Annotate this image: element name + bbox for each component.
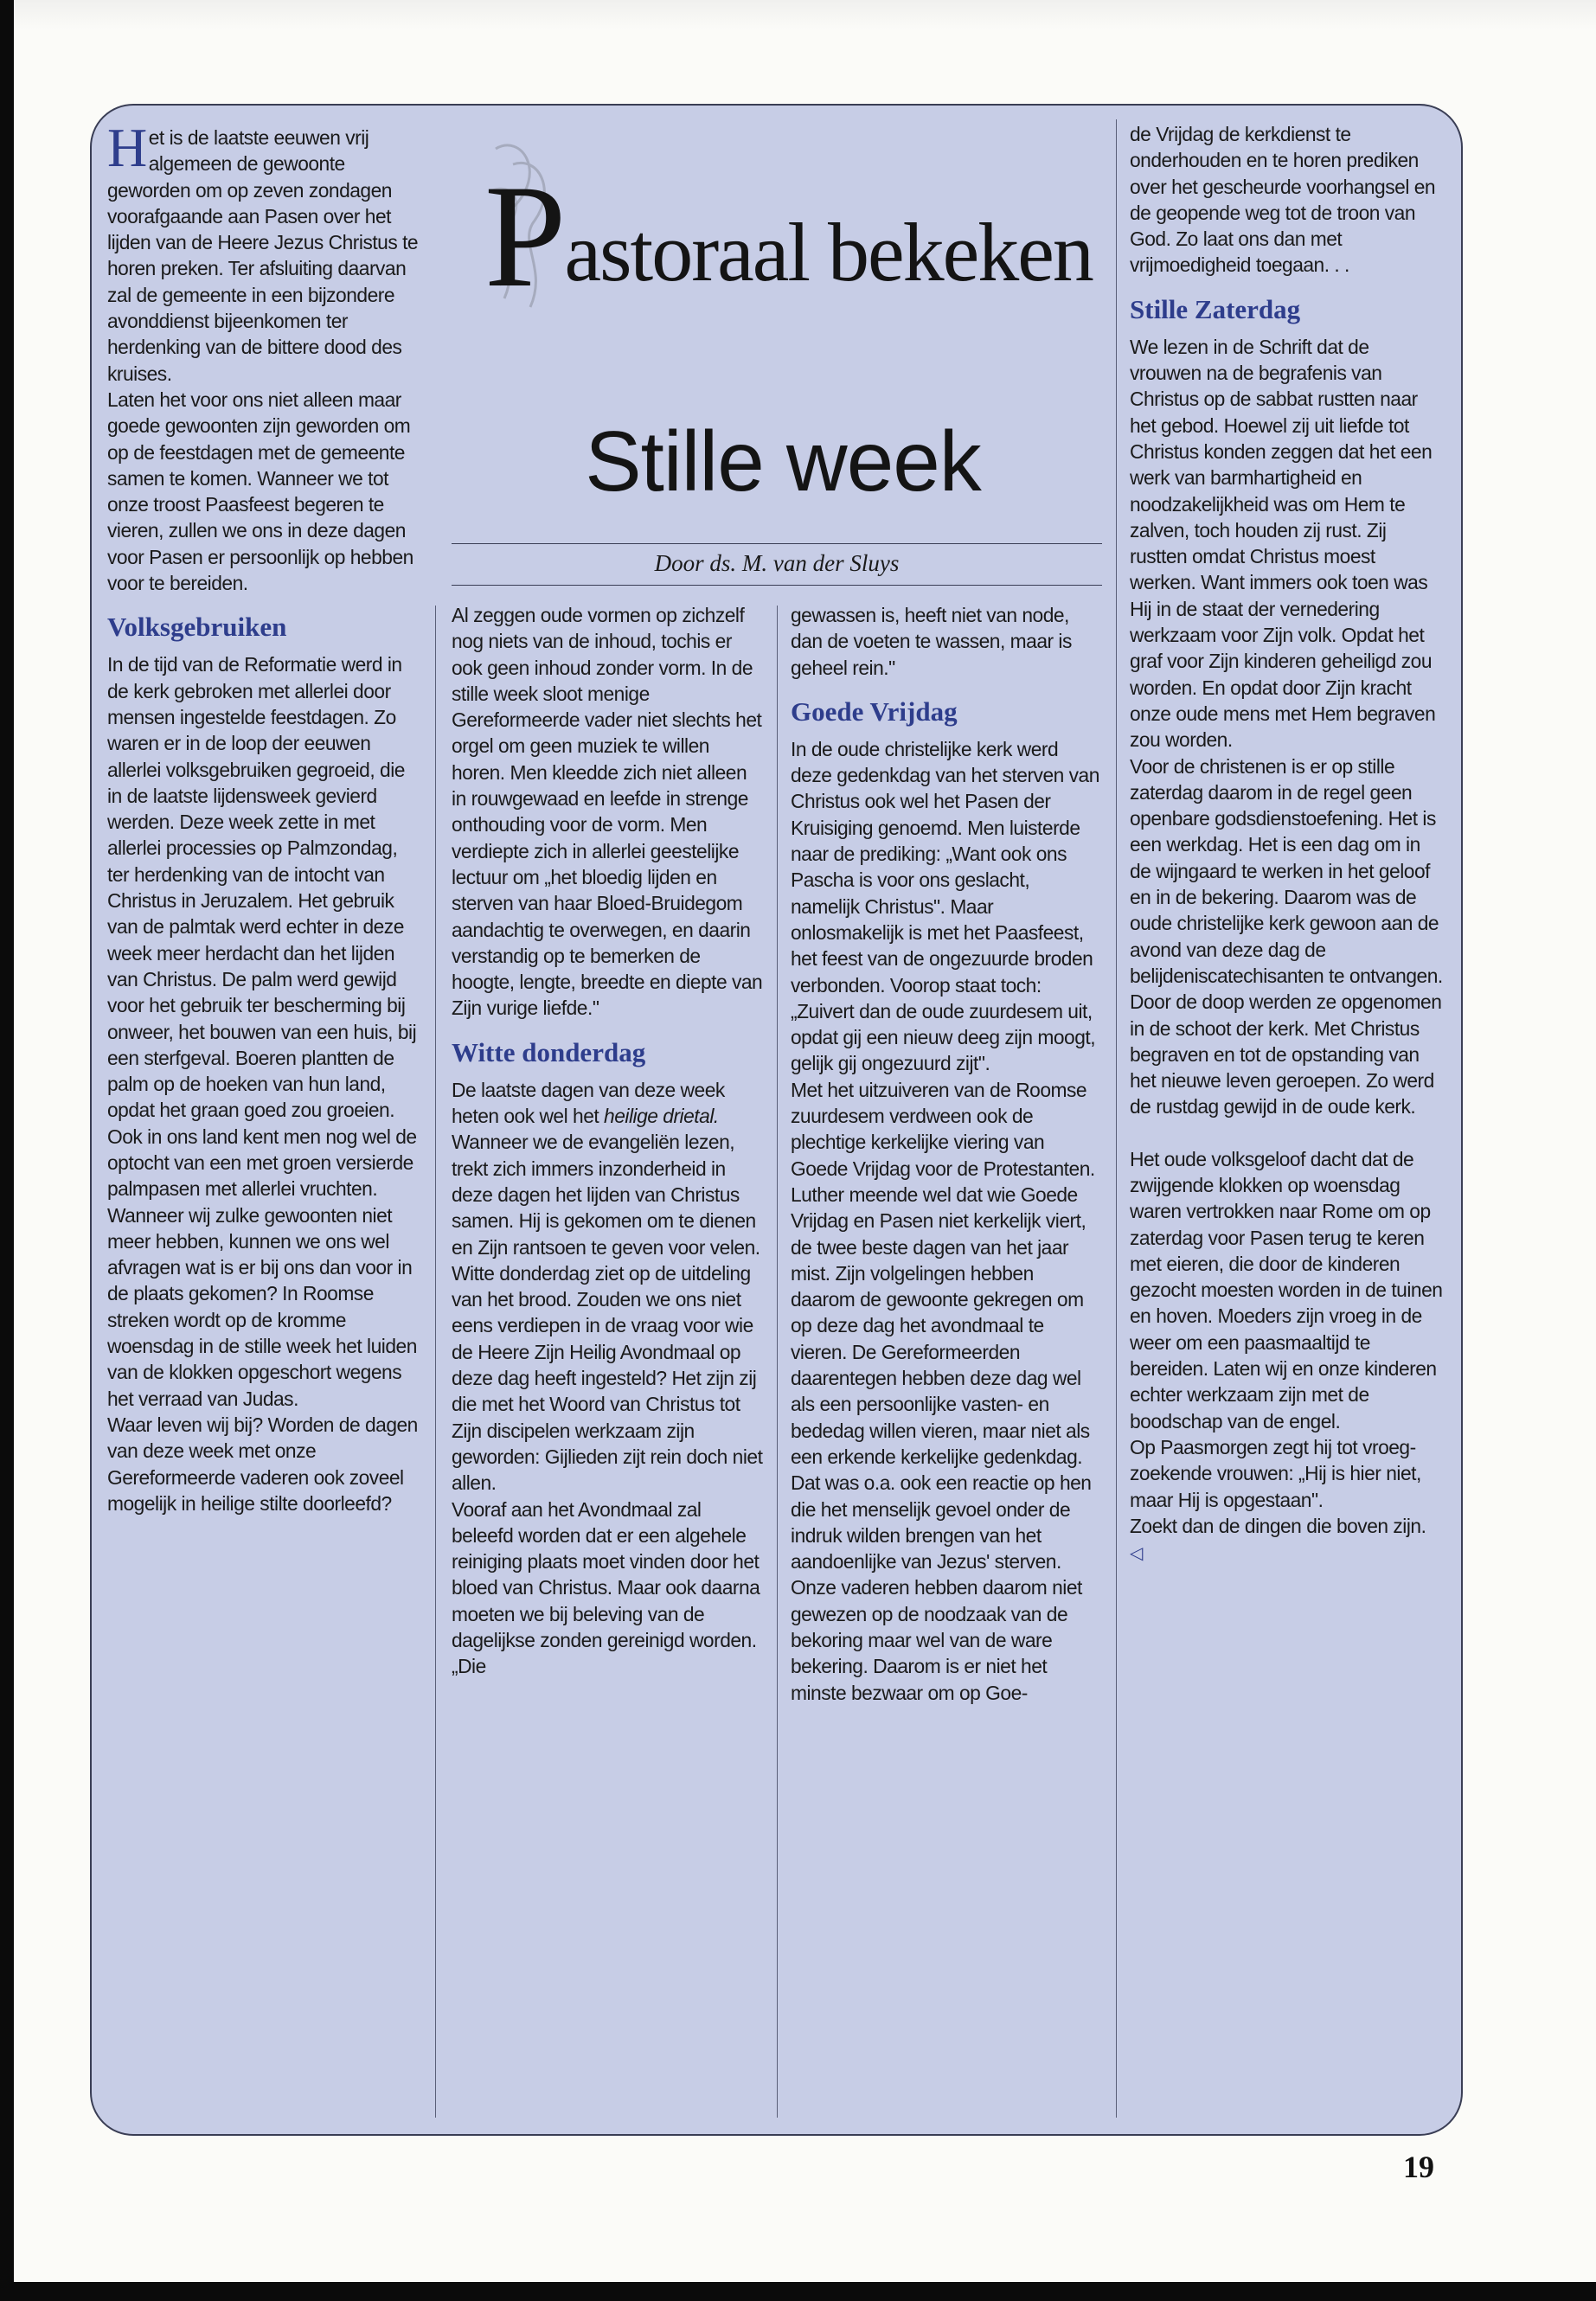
page-number: 19 bbox=[1403, 2150, 1434, 2184]
paragraph: Waar leven wij bij? Worden de dagen van deze week met onze Gereformeerde vaderen ook zoveel mogelijk in heilige stilte doorleefd? bbox=[107, 1413, 418, 1515]
scan-top-edge bbox=[0, 0, 1596, 29]
paragraph bbox=[1130, 1513, 1443, 1567]
paragraph: Wanneer we de evangeliën lezen, trekt zich immers inzonderheid in deze dagen het lijden van Christus samen. Hij is gekomen om te dienen en Zijn rantsoen te geven voor velen. Witte donderdag ziet op de uitdeling van het brood. Zouden we ons niet eens verdiepen in de vraag voor wie de Heere Zijn Heilig Avondmaal op deze dag heeft ingesteld? Het zijn zij die met het Woord van Christus tot Zijn discipelen werkzaam zijn geworden: Gijlieden zijt rein doch niet allen. bbox=[452, 1131, 763, 1495]
section-heading-volksgebruiken: Volksgebruiken bbox=[107, 612, 287, 643]
title-dropcap: P bbox=[484, 155, 565, 317]
paragraph: We lezen in de Schrift dat de vrouwen na de begrafenis van Christus op de sabbat rustten naar het gebod. Hoewel zij uit liefde tot Christus konden zeggen dat het een werk van barmhartigheid en noodzakelijkheid was om Hem te zalven, toch houden zij rust. Zij rustten omdat Christus moest werken. Want immers ook toen was Hij in de staat der vernedering werkzaam voor Zijn volk. Opdat het graf voor Zijn kinderen geheiligd zou worden. En opdat door Zijn kracht onze oude mens met Hem begraven zou worden. bbox=[1130, 335, 1436, 752]
byline: Door ds. M. van der Sluys bbox=[654, 550, 900, 576]
paragraph-text: De laatste dagen van deze week heten ook wel het bbox=[452, 1078, 725, 1128]
end-of-article-icon: ◁ bbox=[1130, 1544, 1143, 1564]
byline-rule-bottom bbox=[452, 585, 1102, 586]
paragraph: Het oude volksgeloof dacht dat de zwijgende klokken op woensdag waren vertrokken naar Rome om op zaterdag voor Pasen terug te keren met eieren, die door de kinderen gezocht moesten worden in de tuinen en hoven. Moeders zijn vroeg in de weer om een paasmaaltijd te bereiden. Laten wij en onze kinderen echter werkzaam zijn met de boodschap van de engel. bbox=[1130, 1147, 1443, 1433]
intro-paragraph bbox=[107, 117, 419, 387]
column-divider-1 bbox=[435, 606, 436, 2118]
byline-rule-top bbox=[452, 543, 1102, 544]
paragraph-gap bbox=[1130, 1120, 1443, 1146]
paragraph: In de oude christelijke kerk werd deze gedenkdag van het sterven van Christus ook wel het Pasen der Kruisiging genoemd. Men luisterde naar de prediking: „Want ook ons Pascha is voor ons geslacht, namelijk Christus". Maar onlosmakelijk is met het Paasfeest, het feest van de ongezuurde broden verbonden. Voorop staat toch: „Zuivert dan de oude zuurdesem uit, opdat gij een nieuw deeg zijn moogt, gelijk gij ongezuurd zijt". bbox=[791, 737, 1099, 1075]
column-divider-2 bbox=[777, 606, 778, 2118]
paragraph: Al zeggen oude vormen op zichzelf nog niets van de inhoud, tochis er ook geen inhoud zonder vorm. In de stille week sloot menige Gereformeerde vader niet slechts het orgel om geen muziek te willen horen. Men kleedde zich niet alleen in rouwgewaad en leefde in strenge onthouding voor de vorm. Men verdiepte zich in allerlei geestelijke lectuur om „het bloedig lijden en sterven van haar Bloed-Bruidegom aandachtig te overwegen, en daarin verstandig op te bemerken de hoogte, lengte, breedte en diepte van Zijn vurige liefde." bbox=[452, 604, 763, 1020]
section-heading-witte-donderdag: Witte donderdag bbox=[452, 1036, 646, 1067]
paragraph bbox=[452, 1077, 763, 1130]
title-rest: astoraal bekeken bbox=[564, 206, 1093, 298]
paragraph: Onze vaderen hebben daarom niet gewezen op de noodzaak van de bekoring maar wel van de ware bekering. Daarom is er niet het minste bezwaar om op Goe- bbox=[791, 1576, 1082, 1704]
article-subtitle: Stille week bbox=[585, 413, 981, 509]
paragraph: Vooraf aan het Avondmaal zal beleefd worden dat er een algehele reiniging plaats moet vinden door het bloed van Christus. Maar ook daarna moeten we bij beleving van de dagelijkse zonden gereinigd worden. „Die bbox=[452, 1497, 760, 1678]
intro-initial: H bbox=[107, 117, 147, 178]
column-title bbox=[484, 155, 1093, 317]
paragraph: Voor de christenen is er op stille zaterdag daarom in de regel geen openbare godsdienstoefening. Het is een werkdag. Het is een dag om in de wijngaard te werken in het geloof en in de bekering. Daarom was de oude christelijke kerk gewoon aan de avond van deze dag de belijdeniscatechisanten te ontvangen. Door de doop werden ze opgenomen in de schoot der kerk. Met Christus begraven en tot de opstanding van het nieuwe leven geroepen. Zo werd de rustdag gewijd in de oude kerk. bbox=[1130, 754, 1443, 1118]
scan-bottom-edge bbox=[0, 2282, 1596, 2301]
paragraph: de Vrijdag de kerkdienst te onderhouden en te horen prediken over het gescheurde voorhangsel en de geopende weg tot de troon van God. Zo laat ons dan met vrijmoedigheid toegaan. . . bbox=[1130, 123, 1436, 277]
paragraph: In de tijd van de Reformatie werd in de kerk gebroken met allerlei door mensen ingestelde feestdagen. Zo waren er in de loop der eeuwen allerlei volksgebruiken gegroeid, die in de laatste lijdensweek gevierd werden. Deze week zette in met allerlei processies op Palmzondag, ter herdenking van de intocht van Christus in Jeruzalem. Het gebruik van de palmtak werd echter in deze week meer herdacht dan het lijden van Christus. De palm werd gewijd voor het gebruik ter bescherming bij onweer, het bouwen van een huis, bij een sterfgeval. Boeren plantten de palm op de hoeken van hun land, opdat het graan goed zou groeien. bbox=[107, 653, 417, 1122]
text-column-2 bbox=[452, 602, 763, 1680]
column-divider-3 bbox=[1116, 119, 1117, 2118]
paragraph: Ook in ons land kent men nog wel de optocht van een met groen versierde palmpasen met allerlei vruchten. Wanneer wij zulke gewoonten niet meer hebben, kunnen we ons wel afvragen wat is er bij ons dan voor in de plaats gekomen? In Roomse streken wordt op de kromme woensdag in de stille week het luiden van de klokken opgeschort wegens het verraad van Judas. bbox=[107, 1125, 417, 1410]
intro-text: et is de laatste eeuwen vrij algemeen de gewoonte geworden om op zeven zondagen voorafgaande aan Pasen over het lijden van de Heere Jezus Christus te horen preken. Ter afsluiting daarvan zal de gemeente in een bijzondere avonddienst bijeenkomen ter herdenking van de bittere dood des kruises. bbox=[107, 126, 419, 385]
closing-text: Zoekt dan de dingen die boven zijn. bbox=[1130, 1514, 1426, 1537]
section-heading-goede-vrijdag: Goede Vrijdag bbox=[791, 695, 958, 727]
paragraph: Op Paasmorgen zegt hij tot vroeg-zoekende vrouwen: „Hij is hier niet, maar Hij is opgestaan". bbox=[1130, 1435, 1421, 1511]
emphasis-text: heilige drietal. bbox=[604, 1105, 719, 1128]
text-column-1 bbox=[107, 117, 419, 1516]
scan-left-edge bbox=[0, 0, 14, 2301]
text-column-3 bbox=[791, 602, 1102, 1706]
section-heading-stille-zaterdag: Stille Zaterdag bbox=[1130, 293, 1301, 324]
paragraph: Met het uitzuiveren van de Roomse zuurdesem verdween ook de plechtige kerkelijke viering van Goede Vrijdag voor de Protestanten. Luther meende wel dat wie Goede Vrijdag en Pasen niet kerkelijk viert, de twee beste dagen van het jaar mist. Zijn volgelingen hebben daarom de gewoonte gekregen om op deze dag het avondmaal te vieren. De Gereformeerden daarentegen hebben deze dag wel als een persoonlijke vasten- en bededag willen vieren, maar niet als een erkende kerkelijke gedenkdag. Dat was o.a. ook een reactie op hen die het menselijk gevoel onder de indruk wilden brengen van het aandoenlijke van Jezus' sterven. bbox=[791, 1078, 1095, 1574]
text-column-4 bbox=[1130, 121, 1443, 1567]
paragraph: gewassen is, heeft niet van node, dan de voeten te wassen, maar is geheel rein." bbox=[791, 604, 1072, 679]
paragraph: Laten het voor ons niet alleen maar goede gewoonten zijn geworden om op de feestdagen met de gemeente samen te komen. Wanneer we tot onze troost Paasfeest begeren te vieren, zullen we ons in deze dagen voor Pasen er persoonlijk op hebben voor te bereiden. bbox=[107, 388, 413, 595]
